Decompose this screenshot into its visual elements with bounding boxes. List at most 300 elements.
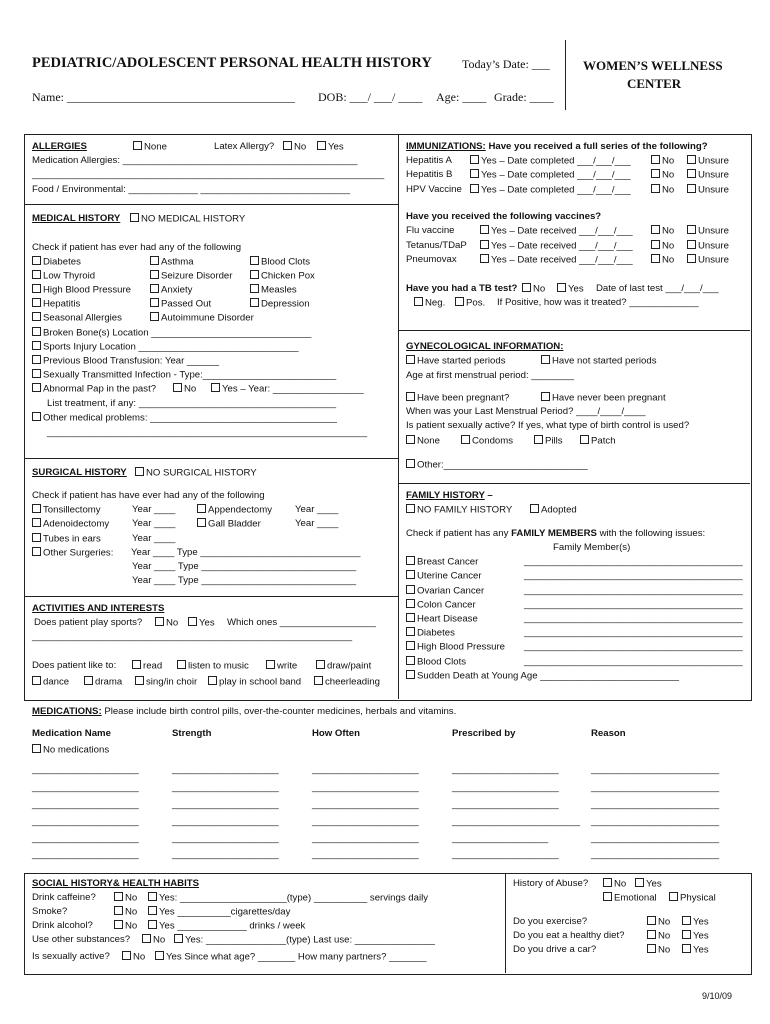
- medical-history-heading: MEDICAL HISTORY: [32, 213, 121, 224]
- tb-treatment-field[interactable]: If Positive, how was it treated? _____________: [497, 297, 699, 308]
- caffeine-yes-checkbox[interactable]: Yes: ____________________(type) __________ servings daily: [148, 892, 428, 904]
- checkbox-icon: [250, 298, 259, 307]
- tb-yes-checkbox[interactable]: Yes: [557, 283, 584, 295]
- unsure-checkbox[interactable]: Unsure: [687, 254, 729, 266]
- abuse-yes-checkbox[interactable]: Yes: [635, 878, 662, 890]
- med-name-field[interactable]: ____________________: [32, 799, 139, 810]
- checkbox-icon: [32, 369, 41, 378]
- allergy-none-checkbox[interactable]: None: [133, 141, 167, 153]
- checkbox-icon: [150, 298, 159, 307]
- sports-no-checkbox[interactable]: No: [155, 617, 178, 629]
- alcohol-no-checkbox[interactable]: No: [114, 920, 137, 932]
- checkbox-icon: [480, 225, 489, 234]
- med-frequency-field[interactable]: ____________________: [312, 816, 419, 827]
- checkbox-icon: [470, 169, 479, 178]
- checkbox-icon: [250, 284, 259, 293]
- checkbox-icon: [174, 934, 183, 943]
- checkbox-icon: [132, 660, 141, 669]
- family-member-header: Family Member(s): [553, 542, 631, 553]
- condition-checkbox[interactable]: Hepatitis: [32, 298, 80, 310]
- checkbox-icon: [150, 312, 159, 321]
- unsure-checkbox[interactable]: Unsure: [687, 240, 729, 252]
- activity-checkbox[interactable]: listen to music: [177, 660, 249, 672]
- checkbox-icon: [687, 169, 696, 178]
- condition-checkbox[interactable]: Chicken Pox: [250, 270, 315, 282]
- tb-question: Have you had a TB test?: [406, 283, 518, 294]
- allergies-blank-line[interactable]: __________________________________________________________________: [32, 169, 385, 180]
- checkbox-icon: [406, 504, 415, 513]
- sti-checkbox[interactable]: Sexually Transmitted Infection - Type:_________________________: [32, 369, 336, 381]
- checkbox-icon: [541, 392, 550, 401]
- sudden-death-checkbox[interactable]: Sudden Death at Young Age __________________________: [406, 670, 679, 682]
- first-period-field[interactable]: Age at first menstrual period: ________: [406, 370, 574, 381]
- checkbox-icon: [480, 240, 489, 249]
- abuse-no-checkbox[interactable]: No: [603, 878, 626, 890]
- checkbox-icon: [133, 141, 142, 150]
- family-instruction: Check if patient has any FAMILY MEMBERS with the following issues:: [406, 528, 706, 539]
- pap-yes-checkbox[interactable]: Yes – Year: _________________: [211, 383, 364, 395]
- checkbox-icon: [114, 892, 123, 901]
- gyn-divider: [398, 483, 750, 484]
- family-condition-checkbox[interactable]: High Blood Pressure: [406, 641, 505, 653]
- med-frequency-field[interactable]: ____________________: [312, 764, 419, 775]
- dob-field[interactable]: DOB: ___/ ___/ ____: [318, 90, 423, 104]
- gall-year-field[interactable]: Year ____: [295, 518, 339, 529]
- condition-checkbox[interactable]: High Blood Pressure: [32, 284, 131, 296]
- checkbox-icon: [647, 916, 656, 925]
- med-reason-field[interactable]: ________________________: [591, 849, 720, 860]
- checkbox-icon: [188, 617, 197, 626]
- no-medical-history-checkbox[interactable]: NO MEDICAL HISTORY: [130, 213, 245, 225]
- checkbox-icon: [32, 355, 41, 364]
- med-prescriber-field[interactable]: ____________________: [452, 849, 559, 860]
- sports-injury-checkbox[interactable]: Sports Injury Location ______________________________: [32, 341, 299, 353]
- activity-checkbox[interactable]: write: [266, 660, 297, 672]
- footer-date: 9/10/09: [702, 991, 733, 1001]
- no-surgical-history-checkbox[interactable]: NO SURGICAL HISTORY: [135, 467, 257, 479]
- checkbox-icon: [651, 254, 660, 263]
- med-frequency-field[interactable]: ____________________: [312, 849, 419, 860]
- vaccine-name: Flu vaccine: [406, 225, 455, 236]
- surgical-divider: [24, 596, 398, 597]
- med-name-field[interactable]: ____________________: [32, 764, 139, 775]
- activity-checkbox[interactable]: dance: [32, 676, 69, 688]
- name-field[interactable]: Name: ______________________________________: [32, 90, 295, 104]
- abuse-emotional-checkbox[interactable]: Emotional: [603, 892, 657, 904]
- family-condition-checkbox[interactable]: Heart Disease: [406, 613, 478, 625]
- activity-checkbox[interactable]: drama: [84, 676, 122, 688]
- how-often-header: How Often: [312, 728, 360, 739]
- checkbox-icon: [406, 613, 415, 622]
- condition-checkbox[interactable]: Measles: [250, 284, 297, 296]
- medications-heading-row: MEDICATIONS: Please include birth control pills, over-the-counter medicines, herbals and vitamins.: [32, 706, 457, 717]
- checkbox-icon: [406, 435, 415, 444]
- checkbox-icon: [314, 676, 323, 685]
- bc-other-checkbox[interactable]: Other:___________________________: [406, 459, 588, 471]
- condition-checkbox[interactable]: Diabetes: [32, 256, 81, 268]
- diet-no-checkbox[interactable]: No: [647, 930, 670, 942]
- treatment-field[interactable]: List treatment, if any: _____________________________________: [47, 398, 337, 409]
- checkbox-icon: [150, 270, 159, 279]
- family-condition-checkbox[interactable]: Ovarian Cancer: [406, 585, 484, 597]
- prescribed-by-header: Prescribed by: [452, 728, 516, 739]
- checkbox-icon: [208, 676, 217, 685]
- smoke-no-checkbox[interactable]: No: [114, 906, 137, 918]
- checkbox-icon: [687, 240, 696, 249]
- substances-label: Use other substances?: [32, 934, 131, 945]
- no-checkbox[interactable]: No: [651, 155, 674, 167]
- other-surgery-line[interactable]: Year ____ Type ______________________________: [131, 547, 361, 558]
- med-frequency-field[interactable]: ____________________: [312, 782, 419, 793]
- substances-no-checkbox[interactable]: No: [142, 934, 165, 946]
- family-condition-checkbox[interactable]: Colon Cancer: [406, 599, 476, 611]
- other-surgery-line[interactable]: Year ____ Type _____________________________: [132, 561, 357, 572]
- todays-date-field[interactable]: Today’s Date: ___: [462, 57, 550, 71]
- vaccine-name: Hepatitis A: [406, 155, 452, 166]
- checkbox-icon: [682, 930, 691, 939]
- checkbox-icon: [530, 504, 539, 513]
- med-reason-field[interactable]: ________________________: [591, 833, 720, 844]
- tubes-year-field[interactable]: Year ____: [132, 533, 176, 544]
- checkbox-icon: [406, 599, 415, 608]
- family-condition-checkbox[interactable]: Breast Cancer: [406, 556, 478, 568]
- activities-blank-line[interactable]: ____________________________________________________________: [32, 631, 353, 642]
- checkbox-icon: [32, 270, 41, 279]
- checkbox-icon: [406, 585, 415, 594]
- med-strength-field[interactable]: ____________________: [172, 799, 279, 810]
- center-name-line1: WOMEN’S WELLNESS: [583, 58, 723, 73]
- drive-label: Do you drive a car?: [513, 944, 597, 955]
- checkbox-icon: [647, 944, 656, 953]
- latex-no-checkbox[interactable]: No: [283, 141, 306, 153]
- checkbox-icon: [406, 627, 415, 636]
- med-name-field[interactable]: ____________________: [32, 782, 139, 793]
- checkbox-icon: [603, 892, 612, 901]
- checkbox-icon: [557, 283, 566, 292]
- family-member-line[interactable]: _________________________________________: [524, 641, 743, 652]
- vaccine-name: Pneumovax: [406, 254, 457, 265]
- checkbox-icon: [142, 934, 151, 943]
- been-pregnant-checkbox[interactable]: Have been pregnant?: [406, 392, 509, 404]
- allergies-heading: ALLERGIES: [32, 141, 87, 152]
- family-member-line[interactable]: _________________________________________: [524, 556, 743, 567]
- checkbox-icon: [114, 920, 123, 929]
- checkbox-icon: [635, 878, 644, 887]
- blood-transfusion-checkbox[interactable]: Previous Blood Transfusion: Year ______: [32, 355, 219, 367]
- tb-pos-checkbox[interactable]: Pos.: [455, 297, 485, 309]
- gall-bladder-checkbox[interactable]: Gall Bladder: [197, 518, 261, 530]
- sex-active-no-checkbox[interactable]: No: [122, 951, 145, 963]
- med-name-field[interactable]: ____________________: [32, 833, 139, 844]
- condition-checkbox[interactable]: Passed Out: [150, 298, 211, 310]
- yes-received-checkbox[interactable]: Yes – Date received ___/___/___: [480, 225, 633, 237]
- med-frequency-field[interactable]: ____________________: [312, 833, 419, 844]
- other-surgery-line[interactable]: Year ____ Type _____________________________: [132, 575, 357, 586]
- checkbox-icon: [150, 256, 159, 265]
- checkbox-icon: [148, 906, 157, 915]
- no-checkbox[interactable]: No: [651, 184, 674, 196]
- sex-active-yes-checkbox[interactable]: Yes Since what age? _______ How many partners? _______: [155, 951, 426, 963]
- unsure-checkbox[interactable]: Unsure: [687, 169, 729, 181]
- checkbox-icon: [32, 533, 41, 542]
- med-prescriber-field[interactable]: __________________: [452, 833, 549, 844]
- adopted-checkbox[interactable]: Adopted: [530, 504, 577, 516]
- checkbox-icon: [250, 270, 259, 279]
- condition-checkbox[interactable]: Depression: [250, 298, 310, 310]
- checkbox-icon: [461, 435, 470, 444]
- exercise-yes-checkbox[interactable]: Yes: [682, 916, 709, 928]
- family-condition-checkbox[interactable]: Uterine Cancer: [406, 570, 482, 582]
- checkbox-icon: [266, 660, 275, 669]
- med-reason-field[interactable]: ________________________: [591, 764, 720, 775]
- checkbox-icon: [651, 240, 660, 249]
- activity-checkbox[interactable]: play in school band: [208, 676, 301, 688]
- started-periods-checkbox[interactable]: Have started periods: [406, 355, 506, 367]
- never-pregnant-checkbox[interactable]: Have never been pregnant: [541, 392, 666, 404]
- checkbox-icon: [687, 155, 696, 164]
- checkbox-icon: [122, 951, 131, 960]
- no-checkbox[interactable]: No: [651, 240, 674, 252]
- activity-checkbox[interactable]: read: [132, 660, 162, 672]
- activity-checkbox[interactable]: cheerleading: [314, 676, 380, 688]
- abuse-physical-checkbox[interactable]: Physical: [669, 892, 716, 904]
- med-prescriber-field[interactable]: ________________________: [452, 816, 581, 827]
- checkbox-icon: [406, 355, 415, 364]
- checkbox-icon: [148, 920, 157, 929]
- checkbox-icon: [414, 297, 423, 306]
- checkbox-icon: [406, 570, 415, 579]
- checkbox-icon: [522, 283, 531, 292]
- med-strength-field[interactable]: ____________________: [172, 764, 279, 775]
- med-reason-field[interactable]: ________________________: [591, 782, 720, 793]
- medication-allergies-field[interactable]: Medication Allergies: ____________________________________________: [32, 155, 358, 166]
- condition-checkbox[interactable]: Anxiety: [150, 284, 192, 296]
- exercise-label: Do you exercise?: [513, 916, 588, 927]
- checkbox-icon: [32, 312, 41, 321]
- checkbox-icon: [32, 327, 41, 336]
- checkbox-icon: [651, 184, 660, 193]
- checkbox-icon: [32, 676, 41, 685]
- activity-checkbox[interactable]: sing/in choir: [135, 676, 197, 688]
- checkbox-icon: [32, 298, 41, 307]
- med-prescriber-field[interactable]: ____________________: [452, 764, 559, 775]
- broken-bone-checkbox[interactable]: Broken Bone(s) Location ______________________________: [32, 327, 311, 339]
- med-prescriber-field[interactable]: ____________________: [452, 799, 559, 810]
- med-strength-field[interactable]: ____________________: [172, 782, 279, 793]
- tonsil-year-field[interactable]: Year ____: [132, 504, 176, 515]
- checkbox-icon: [84, 676, 93, 685]
- caffeine-no-checkbox[interactable]: No: [114, 892, 137, 904]
- diet-yes-checkbox[interactable]: Yes: [682, 930, 709, 942]
- family-member-line[interactable]: _________________________________________: [524, 570, 743, 581]
- abnormal-pap-checkbox[interactable]: Abnormal Pap in the past?: [32, 383, 156, 395]
- drive-yes-checkbox[interactable]: Yes: [682, 944, 709, 956]
- drive-no-checkbox[interactable]: No: [647, 944, 670, 956]
- checkbox-icon: [651, 169, 660, 178]
- med-reason-field[interactable]: ________________________: [591, 816, 720, 827]
- no-checkbox[interactable]: No: [651, 225, 674, 237]
- yes-completed-checkbox[interactable]: Yes – Date completed ___/___/___: [470, 169, 631, 181]
- appendectomy-checkbox[interactable]: Appendectomy: [197, 504, 272, 516]
- checkbox-icon: [197, 518, 206, 527]
- other-medical-checkbox[interactable]: Other medical problems: ___________________________________: [32, 412, 337, 424]
- med-name-field[interactable]: ____________________: [32, 849, 139, 860]
- other-surgeries-checkbox[interactable]: Other Surgeries:: [32, 547, 113, 559]
- checkbox-icon: [682, 944, 691, 953]
- condition-checkbox[interactable]: Asthma: [150, 256, 194, 268]
- no-checkbox[interactable]: No: [651, 254, 674, 266]
- checkbox-icon: [32, 284, 41, 293]
- latex-yes-checkbox[interactable]: Yes: [317, 141, 344, 153]
- checkbox-icon: [647, 930, 656, 939]
- med-reason-field[interactable]: ________________________: [591, 799, 720, 810]
- family-condition-checkbox[interactable]: Diabetes: [406, 627, 455, 639]
- family-member-line[interactable]: _________________________________________: [524, 599, 743, 610]
- med-strength-field[interactable]: ____________________: [172, 849, 279, 860]
- yes-completed-checkbox[interactable]: Yes – Date completed ___/___/___: [470, 184, 631, 196]
- substances-yes-checkbox[interactable]: Yes: _______________(type) Last use: _______________: [174, 934, 435, 946]
- tb-date-field[interactable]: Date of last test ___/___/___: [596, 283, 719, 294]
- yes-received-checkbox[interactable]: Yes – Date received ___/___/___: [480, 254, 633, 266]
- bc-checkbox[interactable]: Patch: [580, 435, 616, 447]
- last-period-field[interactable]: When was your Last Menstrual Period? ____/____/____: [406, 406, 646, 417]
- social-heading: SOCIAL HISTORY& HEALTH HABITS: [32, 878, 200, 889]
- vaccines-question: Have you received the following vaccines?: [406, 211, 602, 222]
- bc-checkbox[interactable]: Pills: [534, 435, 563, 447]
- reason-header: Reason: [591, 728, 626, 739]
- no-medications-checkbox[interactable]: No medications: [32, 744, 109, 756]
- checkbox-icon: [155, 617, 164, 626]
- bc-checkbox[interactable]: Condoms: [461, 435, 513, 447]
- family-member-line[interactable]: _________________________________________: [524, 613, 743, 624]
- checkbox-icon: [603, 878, 612, 887]
- checkbox-icon: [687, 184, 696, 193]
- strength-header: Strength: [172, 728, 212, 739]
- checkbox-icon: [114, 906, 123, 915]
- not-started-periods-checkbox[interactable]: Have not started periods: [541, 355, 657, 367]
- checkbox-icon: [155, 951, 164, 960]
- immunization-divider: [398, 330, 750, 331]
- tubes-checkbox[interactable]: Tubes in ears: [32, 533, 101, 545]
- caffeine-label: Drink caffeine?: [32, 892, 96, 903]
- checkbox-icon: [580, 435, 589, 444]
- sexually-active-label: Is sexually active?: [32, 951, 110, 962]
- tb-neg-checkbox[interactable]: Neg.: [414, 297, 445, 309]
- checkbox-icon: [32, 383, 41, 392]
- other-medical-blank[interactable]: ____________________________________________________________: [47, 427, 368, 438]
- checkbox-icon: [148, 892, 157, 901]
- no-family-history-checkbox[interactable]: NO FAMILY HISTORY: [406, 504, 512, 516]
- bc-checkbox[interactable]: None: [406, 435, 440, 447]
- adenoidectomy-checkbox[interactable]: Adenoidectomy: [32, 518, 109, 530]
- no-checkbox[interactable]: No: [651, 169, 674, 181]
- vaccine-name: Hepatitis B: [406, 169, 453, 180]
- family-history-heading: FAMILY HISTORY –: [406, 490, 493, 501]
- checkbox-icon: [316, 660, 325, 669]
- medical-divider: [24, 458, 398, 459]
- which-sports-field[interactable]: Which ones __________________: [227, 617, 376, 628]
- tb-no-checkbox[interactable]: No: [522, 283, 545, 295]
- checkbox-icon: [317, 141, 326, 150]
- family-member-line[interactable]: _________________________________________: [524, 585, 743, 596]
- checkbox-icon: [455, 297, 464, 306]
- appendectomy-year-field[interactable]: Year ____: [295, 504, 339, 515]
- allergies-divider: [24, 204, 398, 205]
- condition-checkbox[interactable]: Seizure Disorder: [150, 270, 232, 282]
- family-condition-checkbox[interactable]: Blood Clots: [406, 656, 466, 668]
- latex-allergy-label: Latex Allergy?: [214, 141, 275, 152]
- checkbox-icon: [197, 504, 206, 513]
- checkbox-icon: [651, 155, 660, 164]
- pap-no-checkbox[interactable]: No: [173, 383, 196, 395]
- condition-checkbox[interactable]: Autoimmune Disorder: [150, 312, 254, 324]
- social-divider: [505, 873, 506, 973]
- checkbox-icon: [687, 225, 696, 234]
- sexually-active-question: Is patient sexually active? If yes, what type of birth control is used?: [406, 420, 690, 431]
- immunizations-heading-row: IMMUNIZATIONS: Have you received a full series of the following?: [406, 141, 708, 152]
- family-member-line[interactable]: _________________________________________: [524, 627, 743, 638]
- yes-received-checkbox[interactable]: Yes – Date received ___/___/___: [480, 240, 633, 252]
- alcohol-yes-checkbox[interactable]: Yes _____________ drinks / week: [148, 920, 305, 932]
- yes-completed-checkbox[interactable]: Yes – Date completed ___/___/___: [470, 155, 631, 167]
- unsure-checkbox[interactable]: Unsure: [687, 184, 729, 196]
- activity-checkbox[interactable]: draw/paint: [316, 660, 371, 672]
- center-name-line2: CENTER: [627, 76, 682, 91]
- checkbox-icon: [406, 656, 415, 665]
- checkbox-icon: [406, 459, 415, 468]
- medical-instruction: Check if patient has ever had any of the following: [32, 242, 242, 253]
- alcohol-label: Drink alcohol?: [32, 920, 93, 931]
- checkbox-icon: [32, 341, 41, 350]
- condition-checkbox[interactable]: Low Thyroid: [32, 270, 95, 282]
- checkbox-icon: [32, 744, 41, 753]
- family-member-line[interactable]: _________________________________________: [524, 656, 743, 667]
- checkbox-icon: [682, 916, 691, 925]
- smoke-yes-checkbox[interactable]: Yes __________cigarettes/day: [148, 906, 290, 918]
- food-environmental-field[interactable]: Food / Environmental: _____________ ____________________________: [32, 184, 350, 195]
- checkbox-icon: [32, 256, 41, 265]
- condition-checkbox[interactable]: Seasonal Allergies: [32, 312, 122, 324]
- unsure-checkbox[interactable]: Unsure: [687, 155, 729, 167]
- checkbox-icon: [470, 184, 479, 193]
- exercise-no-checkbox[interactable]: No: [647, 916, 670, 928]
- sports-yes-checkbox[interactable]: Yes: [188, 617, 215, 629]
- med-prescriber-field[interactable]: ____________________: [452, 782, 559, 793]
- checkbox-icon: [406, 670, 415, 679]
- checkbox-icon: [406, 392, 415, 401]
- condition-checkbox[interactable]: Blood Clots: [250, 256, 310, 268]
- med-frequency-field[interactable]: ____________________: [312, 799, 419, 810]
- checkbox-icon: [32, 518, 41, 527]
- checkbox-icon: [32, 547, 41, 556]
- med-name-field[interactable]: ____________________: [32, 816, 139, 827]
- gyn-heading: GYNECOLOGICAL INFORMATION:: [406, 341, 564, 352]
- unsure-checkbox[interactable]: Unsure: [687, 225, 729, 237]
- med-strength-field[interactable]: ____________________: [172, 833, 279, 844]
- checkbox-icon: [687, 254, 696, 263]
- adenoid-year-field[interactable]: Year ____: [132, 518, 176, 529]
- checkbox-icon: [173, 383, 182, 392]
- vaccine-name: Tetanus/TDaP: [406, 240, 467, 251]
- tonsillectomy-checkbox[interactable]: Tonsillectomy: [32, 504, 101, 516]
- age-field[interactable]: Age: ____: [436, 90, 487, 104]
- likes-question: Does patient like to:: [32, 660, 117, 671]
- checkbox-icon: [480, 254, 489, 263]
- med-strength-field[interactable]: ____________________: [172, 816, 279, 827]
- checkbox-icon: [651, 225, 660, 234]
- grade-field[interactable]: Grade: ____: [494, 90, 554, 104]
- diet-label: Do you eat a healthy diet?: [513, 930, 625, 941]
